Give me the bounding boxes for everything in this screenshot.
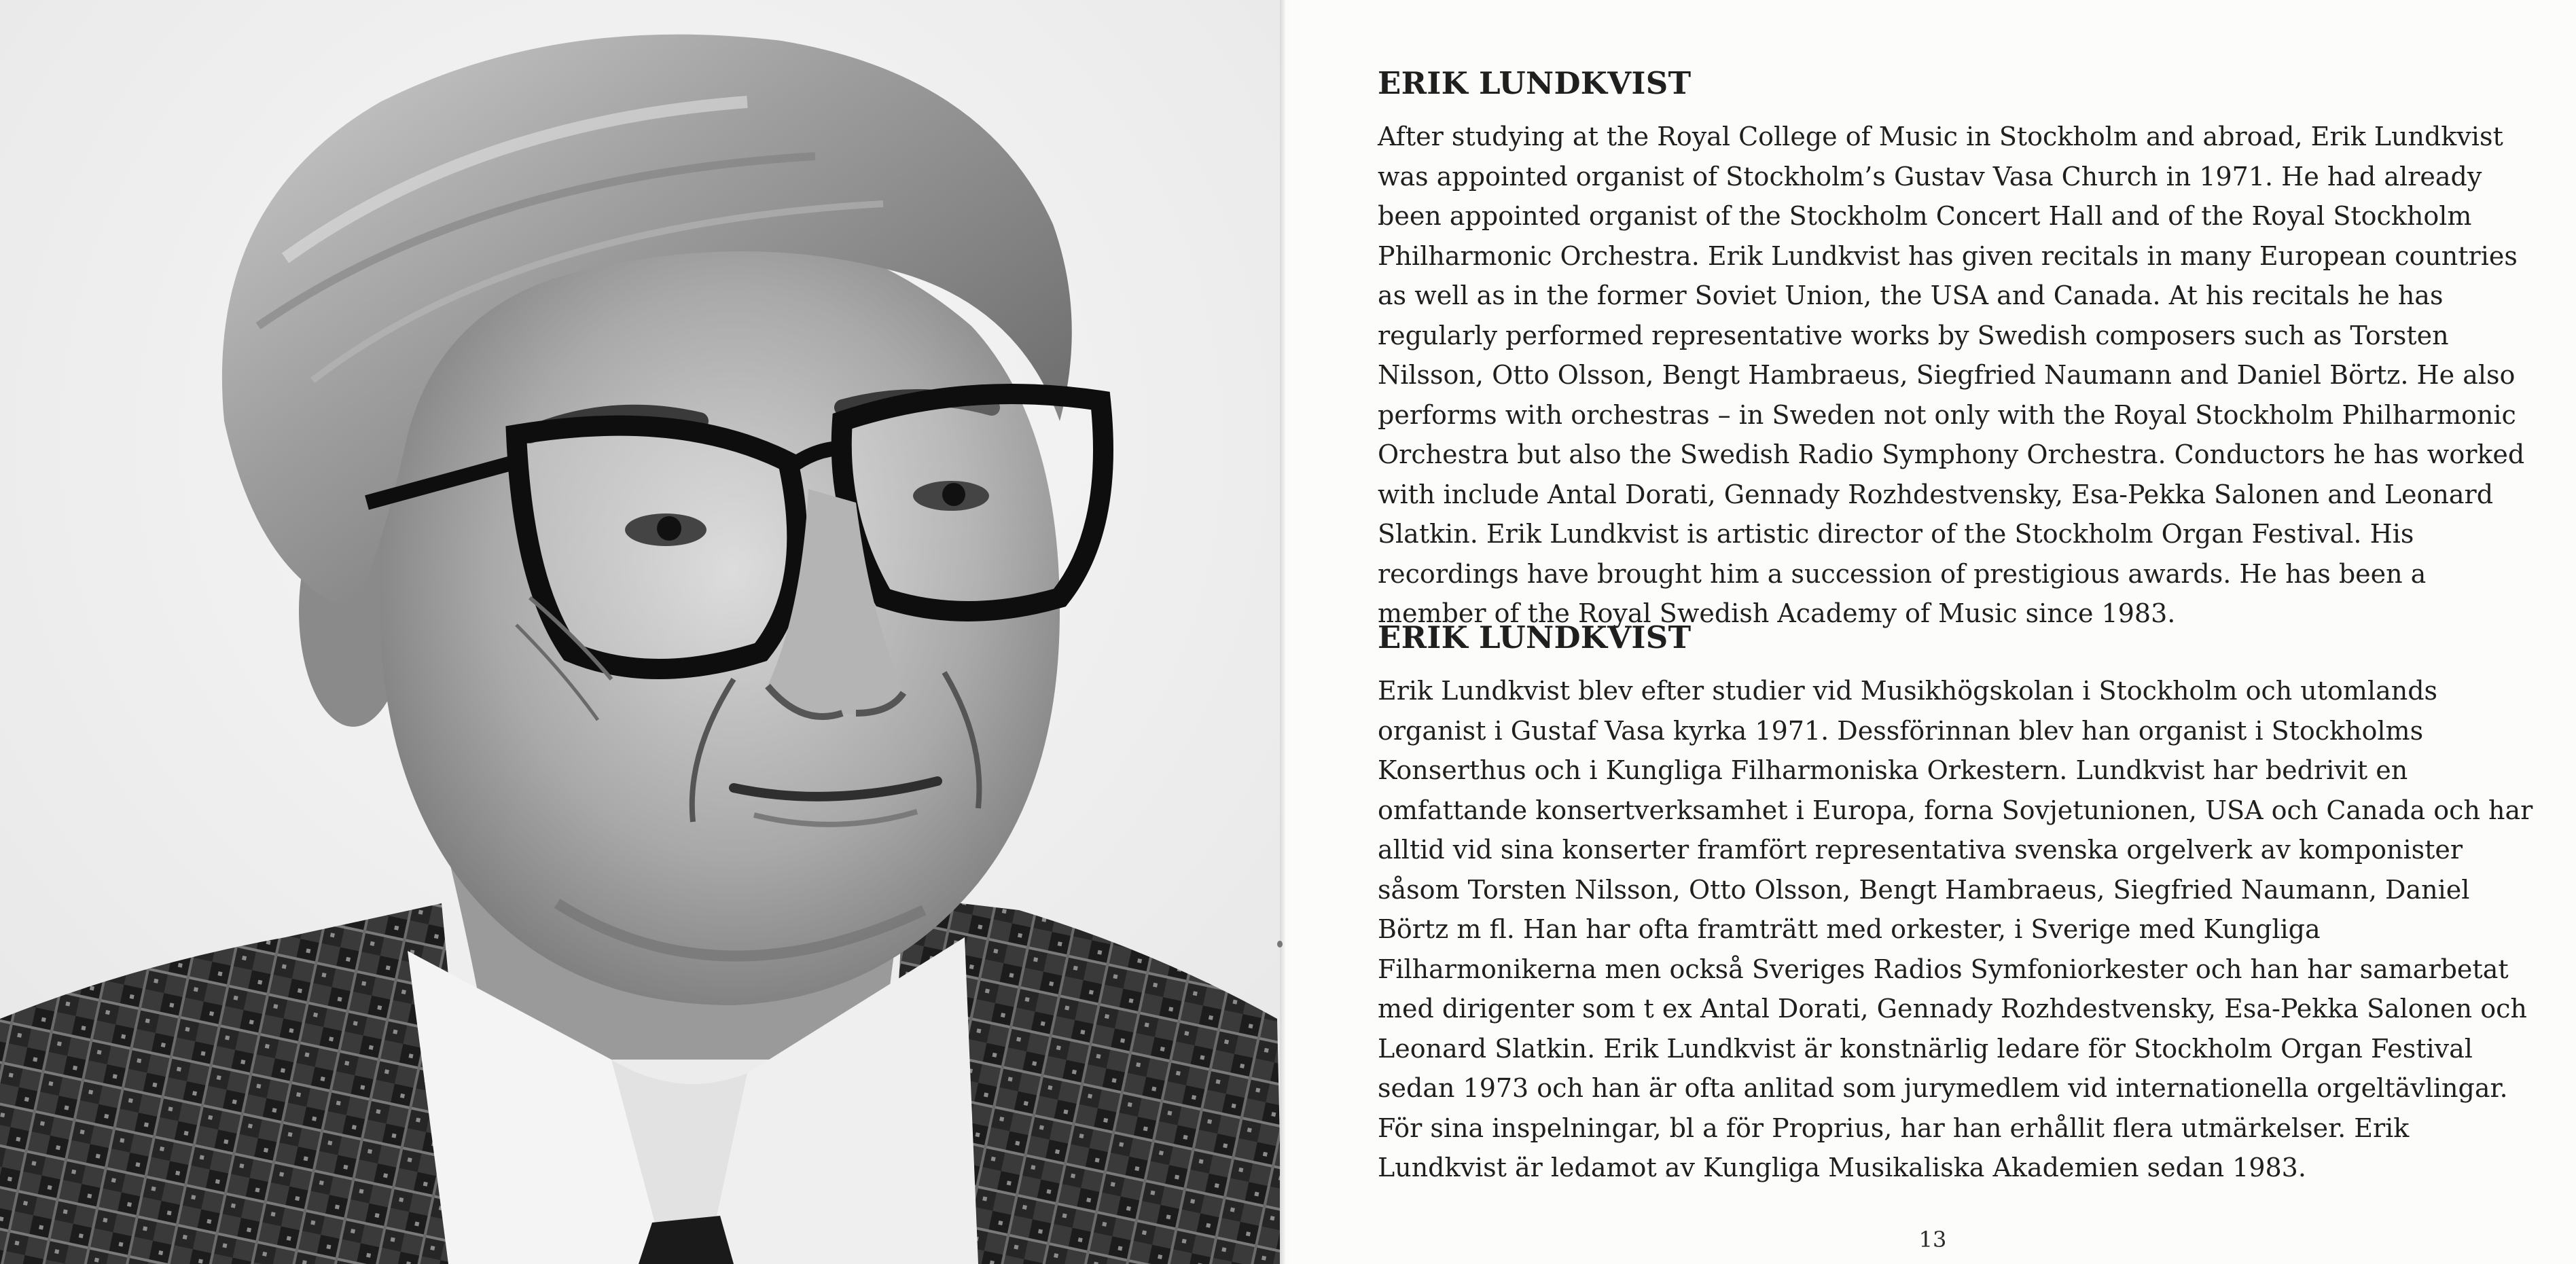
swedish-biography: [1378, 617, 2539, 1188]
page-number: 13: [1918, 1227, 1947, 1252]
swedish-heading: ERIK LUNDKVIST: [1378, 619, 1692, 655]
portrait-photo: [0, 0, 1283, 1264]
text-page: [1291, 0, 2576, 1264]
english-biography: [1378, 62, 2539, 634]
book-gutter: [1280, 0, 1285, 1264]
english-heading: ERIK LUNDKVIST: [1378, 65, 1692, 101]
swedish-body: Erik Lundkvist blev efter studier vid Musikhögskolan i Stockholm och utomlands organist i Gustaf Vasa kyrka 1971. Dessförinnan blev han organist i Stockholms Konserthus och i Kungliga Filharmoniska Orkestern. Lundkvist har bedrivit en omfattande konsertverksamhet i Europa, forna Sovjetunionen, USA och Canada och har alltid vid sina konserter framfört representativa svenska orgelverk av komponister såsom Torsten Nilsson, Otto Olsson, Bengt Hambraeus, Siegfried Naumann, Daniel Börtz m fl. Han har ofta framträtt med orkester, i Sverige med Kungliga Filharmonikerna men också Sveriges Radios Symfoniorkester och han har samarbetat med dirigenter som t ex Antal Dorati, Gennady Rozhdestvensky, Esa-Pekka Salonen och Leonard Slatkin. Erik Lundkvist är konstnärlig ledare för Stockholm Organ Festival sedan 1973 och han är ofta anlitad som jurymedlem vid internationella orgeltävlingar. För sina inspelningar, bl a för Proprius, har han erhållit flera utmärkelser. Erik Lundkvist är ledamot av Kungliga Musikaliska Akademien sedan 1983.: [1378, 676, 2533, 1182]
english-body: After studying at the Royal College of Music in Stockholm and abroad, Erik Lundkvist was appointed organist of Stockholm’s Gustav Vasa Church in 1971. He had already been appointed organist of the Stockholm Concert Hall and of the Royal Stockholm Philharmonic Orchestra. Erik Lundkvist has given recitals in many European countries as well as in the former Soviet Union, the USA and Canada. At his recitals he has regularly performed representative works by Swedish composers such as Torsten Nilsson, Otto Olsson, Bengt Hambraeus, Siegfried Naumann and Daniel Börtz. He also performs with orchestras – in Sweden not only with the Royal Stockholm Philharmonic Orchestra but also the Swedish Radio Symphony Orchestra. Conductors he has worked with include Antal Dorati, Gennady Rozhdestvensky, Esa-Pekka Salonen and Leonard Slatkin. Erik Lundkvist is artistic director of the Stockholm Organ Festival. His recordings have brought him a succession of prestigious awards. He has been a member of the Royal Swedish Academy of Music since 1983.: [1378, 122, 2525, 628]
scan-speck: [1277, 941, 1283, 947]
